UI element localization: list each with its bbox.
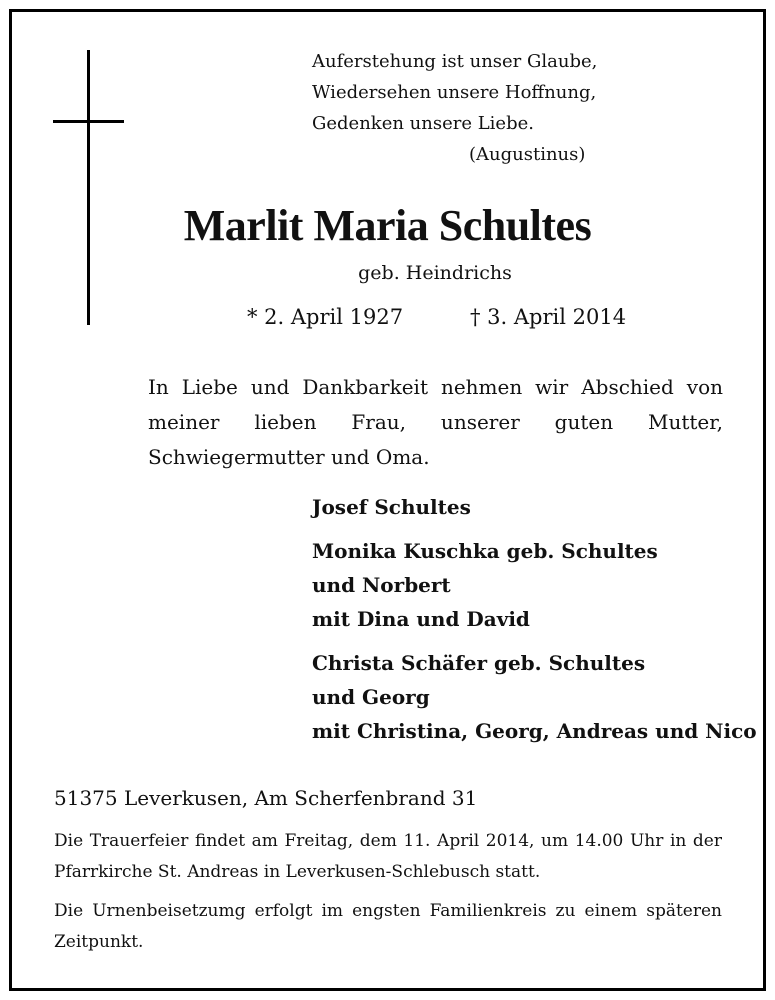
family-member: Christa Schäfer geb. Schultes: [312, 651, 646, 675]
family-list: [312, 490, 757, 748]
cross-horizontal-bar: [53, 120, 124, 123]
quote-line: Auferstehung ist unser Glaube,: [312, 51, 598, 72]
family-member: mit Dina und David: [312, 607, 530, 631]
funeral-service-note: Die Trauerfeier findet am Freitag, dem 11. April 2014, um 14.00 Uhr in der Pfarrkirche St. Andreas in Leverkusen-Schlebusch statt.: [54, 831, 722, 882]
family-member: und Norbert: [312, 573, 451, 597]
quote-author: (Augustinus): [469, 144, 586, 165]
birth-name: geb. Heindrichs: [358, 262, 512, 284]
death-date: † 3. April 2014: [470, 305, 627, 329]
address: 51375 Leverkusen, Am Scherfenbrand 31: [54, 786, 478, 810]
birth-date: * 2. April 1927: [247, 305, 404, 329]
family-member: und Georg: [312, 685, 430, 709]
quote-block: [312, 46, 597, 170]
quote-line: Gedenken unsere Liebe.: [312, 113, 534, 134]
family-member: mit Christina, Georg, Andreas und Nico: [312, 719, 757, 743]
family-member: Monika Kuschka geb. Schultes: [312, 539, 658, 563]
quote-line: Wiedersehen unsere Hoffnung,: [312, 82, 597, 103]
urn-burial-note: Die Urnenbeisetzumg erfolgt im engsten Familienkreis zu einem späteren Zeitpunkt.: [54, 901, 722, 952]
family-member: Josef Schultes: [312, 495, 471, 519]
farewell-text: In Liebe und Dankbarkeit nehmen wir Abschied von meiner lieben Frau, unserer guten Mutter, Schwiegermutter und Oma.: [148, 375, 723, 469]
deceased-name: Marlit Maria Schultes: [183, 201, 592, 250]
